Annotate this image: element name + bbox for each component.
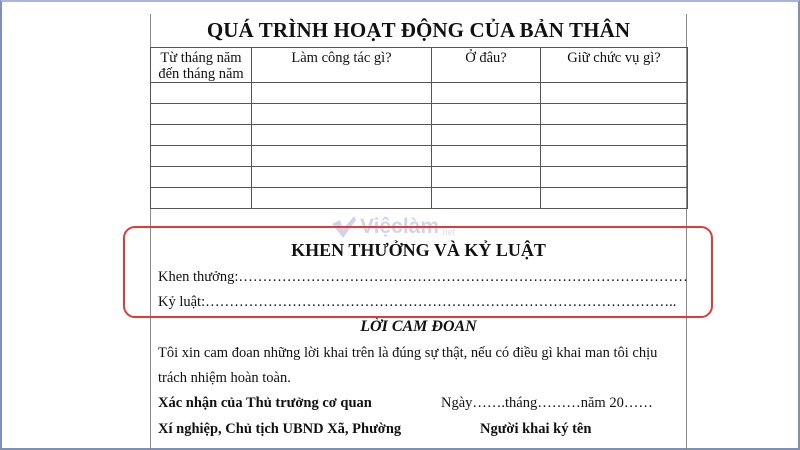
table-cell[interactable] [151, 188, 252, 209]
confirm-label-line-1: Xác nhận của Thủ trưởng cơ quan [158, 395, 372, 411]
watermark-suffix: .net [440, 227, 456, 237]
confirm-label-line-2: Xí nghiệp, Chủ tịch UBND Xã, Phường [158, 421, 402, 437]
table-row [151, 146, 688, 167]
pledge-text-line-2: trách nhiệm hoàn toàn. [158, 370, 291, 386]
table-cell[interactable] [432, 125, 541, 146]
work-history-table [150, 47, 688, 209]
table-cell[interactable] [252, 104, 432, 125]
table-row [151, 125, 688, 146]
pledge-text-line-1: Tôi xin cam đoan những lời khai trên là đúng sự thật, nếu có điều gì khai man tôi chịu [158, 345, 658, 361]
discipline-field[interactable]: …………………………………………………………………………………….. [205, 294, 677, 310]
table-row [151, 83, 688, 104]
table-cell[interactable] [151, 167, 252, 188]
highlight-box [123, 226, 713, 318]
table-cell[interactable] [252, 83, 432, 104]
table-cell[interactable] [432, 188, 541, 209]
table-cell[interactable] [541, 146, 688, 167]
table-cell[interactable] [151, 125, 252, 146]
table-row [151, 188, 688, 209]
table-cell[interactable] [432, 146, 541, 167]
table-cell[interactable] [252, 167, 432, 188]
table-cell[interactable] [541, 188, 688, 209]
pledge-section-title: LỜI CAM ĐOAN [360, 318, 477, 335]
table-cell[interactable] [151, 104, 252, 125]
table-cell[interactable] [151, 146, 252, 167]
table-cell[interactable] [541, 83, 688, 104]
section-divider [150, 208, 687, 209]
table-cell[interactable] [541, 125, 688, 146]
table-cell[interactable] [252, 188, 432, 209]
watermark-text: Việclàm [360, 215, 440, 238]
column-header-position: Giữ chức vụ gì? [541, 48, 688, 83]
date-field[interactable]: Ngày…….tháng………năm 20…… [441, 395, 653, 411]
signer-label: Người khai ký tên [480, 421, 592, 437]
history-section-title: QUÁ TRÌNH HOẠT ĐỘNG CỦA BẢN THÂN [206, 18, 631, 42]
rewards-section-title: KHEN THƯỞNG VÀ KỶ LUẬT [291, 240, 546, 260]
table-cell[interactable] [252, 125, 432, 146]
table-cell[interactable] [432, 104, 541, 125]
table-cell[interactable] [432, 83, 541, 104]
table-row [151, 167, 688, 188]
discipline-label: Kỷ luật: [158, 294, 206, 310]
table-header-row [151, 48, 688, 83]
column-header-place: Ở đâu? [432, 48, 541, 83]
table-cell[interactable] [541, 167, 688, 188]
table-row [151, 104, 688, 125]
table-cell[interactable] [541, 104, 688, 125]
table-cell[interactable] [252, 146, 432, 167]
column-header-period: Từ tháng năm đến tháng năm [151, 48, 252, 83]
rewards-field[interactable]: ………………………………………………………………………………… [238, 269, 688, 285]
rewards-label: Khen thưởng: [158, 269, 239, 285]
table-cell[interactable] [151, 83, 252, 104]
column-header-work: Làm công tác gì? [252, 48, 432, 83]
table-cell[interactable] [432, 167, 541, 188]
